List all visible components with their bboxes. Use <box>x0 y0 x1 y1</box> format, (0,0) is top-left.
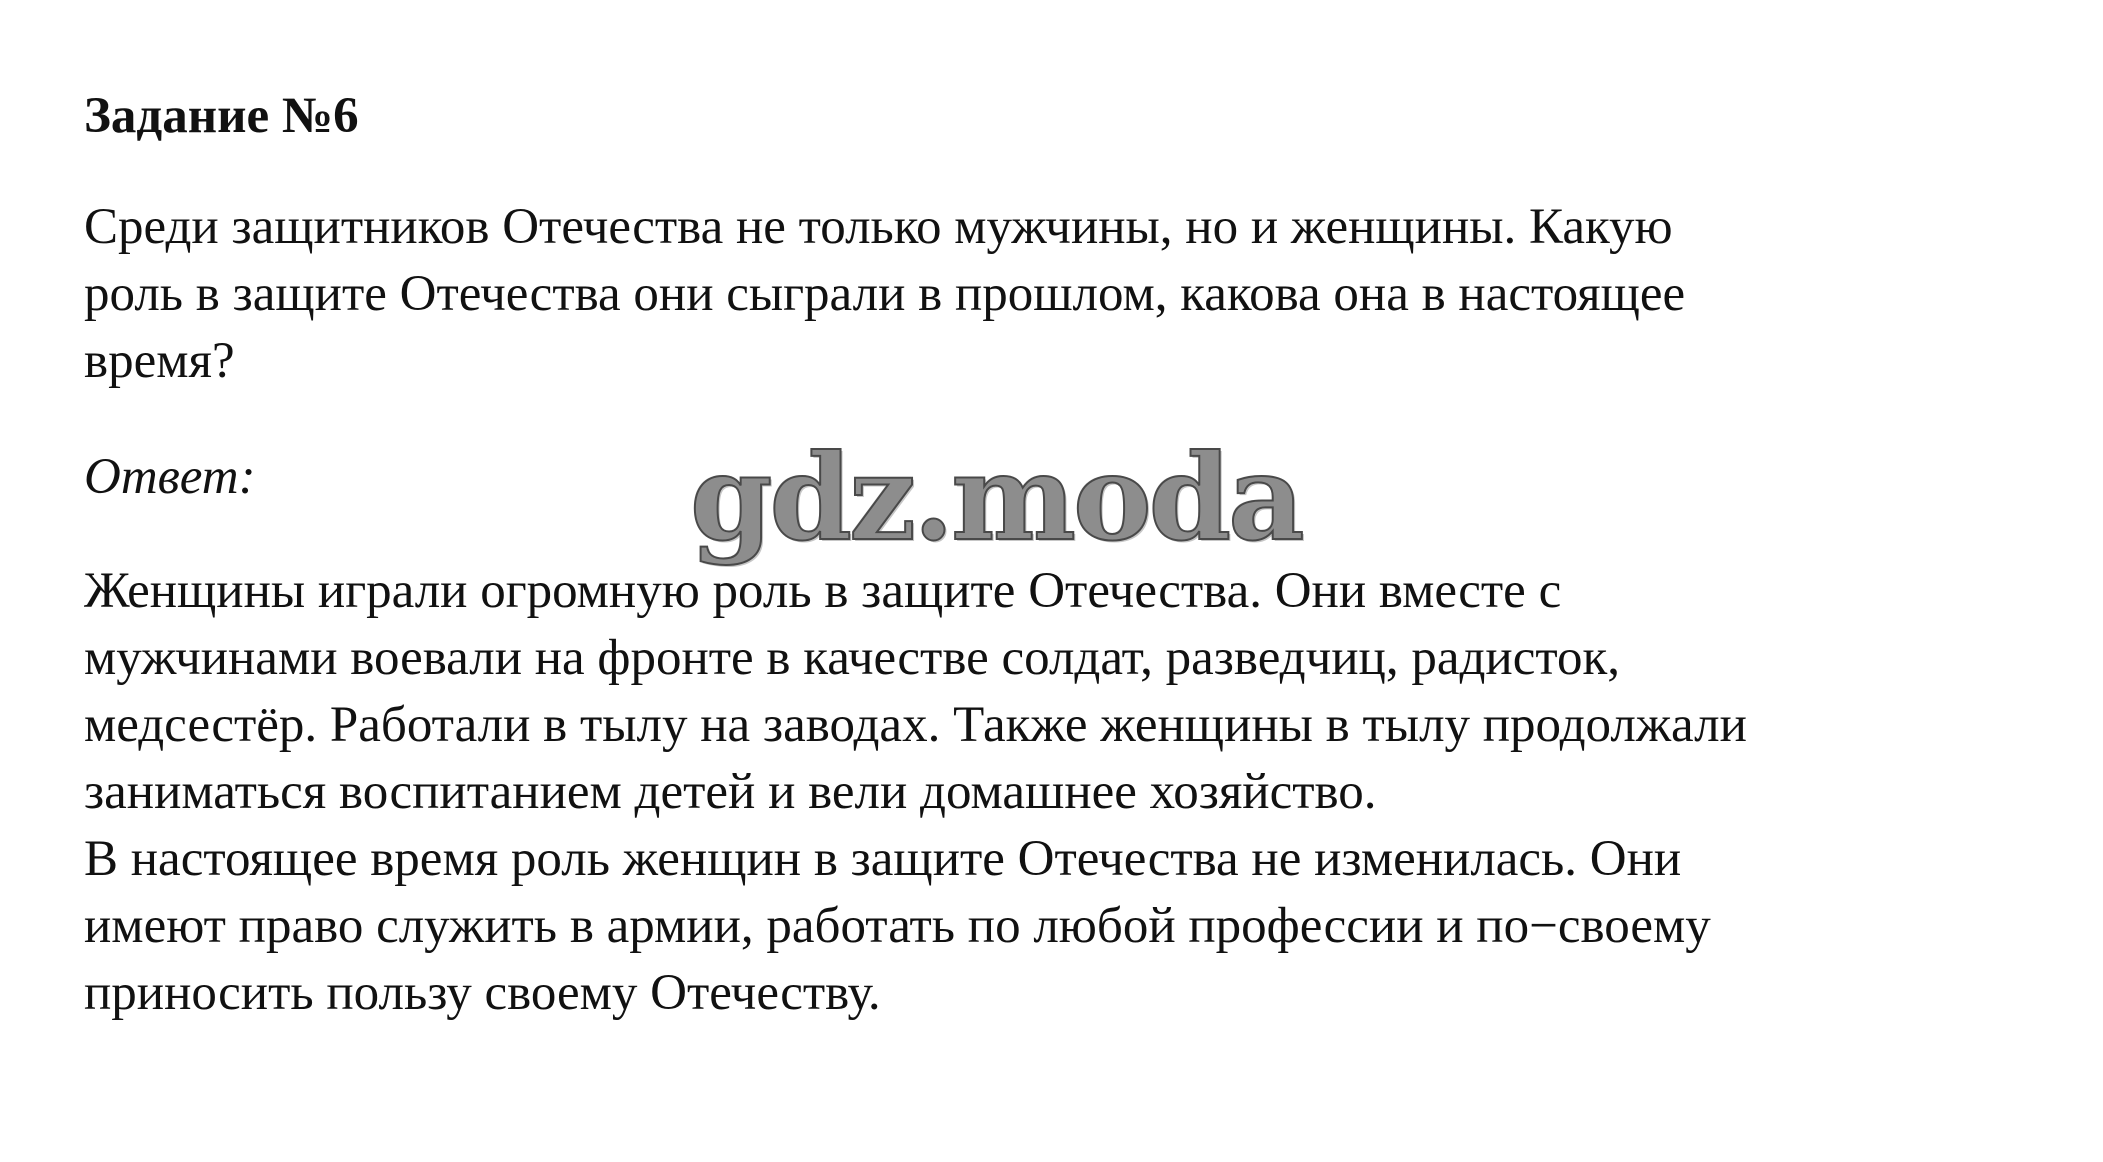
question-line: время? <box>84 333 235 389</box>
task-question <box>84 194 2074 395</box>
answer-text <box>84 558 2074 1027</box>
task-title: Задание №6 <box>84 88 359 144</box>
answer-line: медсестёр. Работали в тылу на заводах. Также женщины в тылу продолжали <box>84 697 1747 753</box>
answer-label: Ответ: <box>84 449 256 505</box>
answer-line: мужчинами воевали на фронте в качестве солдат, разведчиц, радисток, <box>84 630 1621 686</box>
question-line: роль в защите Отечества они сыграли в прошлом, какова она в настоящее <box>84 266 1686 322</box>
watermark: gdz.moda <box>690 428 1302 567</box>
answer-line: заниматься воспитанием детей и вели домашнее хозяйство. <box>84 764 1377 820</box>
answer-line: приносить пользу своему Отечеству. <box>84 965 881 1021</box>
question-line: Среди защитников Отечества не только мужчины, но и женщины. Какую <box>84 199 1673 255</box>
answer-line: В настоящее время роль женщин в защите Отечества не изменилась. Они <box>84 831 1682 887</box>
answer-line: имеют право служить в армии, работать по любой профессии и по−своему <box>84 898 1711 954</box>
answer-line: Женщины играли огромную роль в защите Отечества. Они вместе с <box>84 563 1562 619</box>
